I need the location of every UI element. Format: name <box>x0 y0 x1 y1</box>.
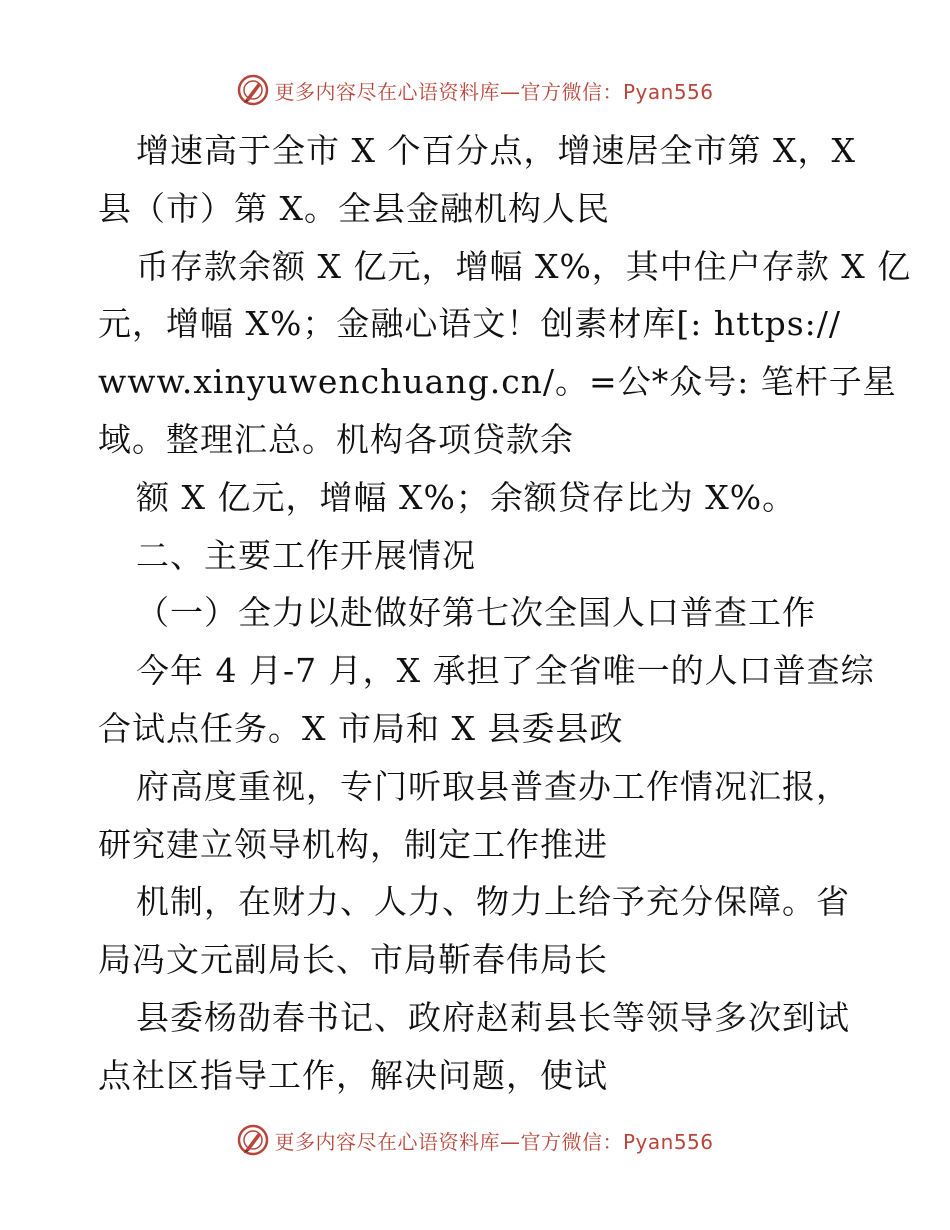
text-line: 县（市）第 X。全县金融机构人民 <box>98 188 610 228</box>
text-line: 局冯文元副局长、市局靳春伟局长 <box>98 940 608 980</box>
text-line: 域。整理汇总。机构各项贷款余 <box>98 419 574 459</box>
text-line: 币存款余额 X 亿元，增幅 X%，其中住户存款 X 亿 <box>136 246 912 286</box>
text-line: 研究建立领导机构，制定工作推进 <box>98 824 608 864</box>
watermark-site-text: 更多内容尽在心语资料库— <box>274 79 521 104</box>
text-line: 二、主要工作开展情况 <box>136 535 476 575</box>
text-line: 县委杨劭春书记、政府赵莉县长等领导多次到试 <box>136 997 850 1037</box>
watermark-site-text: 更多内容尽在心语资料库— <box>274 1129 521 1154</box>
footer-watermark <box>0 1120 950 1160</box>
watermark-text <box>274 1126 713 1155</box>
text-line: 额 X 亿元，增幅 X%；余额贷存比为 X%。 <box>136 477 797 517</box>
watermark-text <box>274 76 713 105</box>
text-line: （一）全力以赴做好第七次全国人口普查工作 <box>136 593 816 633</box>
text-line: 合试点任务。X 市局和 X 县委县政 <box>98 708 624 748</box>
text-line: 点社区指导工作，解决问题，使试 <box>98 1055 608 1095</box>
text-line: 机制，在财力、人力、物力上给予充分保障。省 <box>136 882 850 922</box>
watermark-wechat-label: 官方微信： <box>520 79 623 104</box>
pen-logo-icon <box>236 73 270 107</box>
text-line: 府高度重视，专门听取县普查办工作情况汇报， <box>136 766 850 806</box>
document-body <box>98 122 912 1105</box>
pen-logo-icon <box>236 1123 270 1157</box>
text-line: 元，增幅 X%；金融心语文！创素材库[: https:// <box>98 304 842 344</box>
watermark-wechat-label: 官方微信： <box>520 1129 623 1154</box>
text-line: 今年 4 月-7 月，X 承担了全省唯一的人口普查综 <box>136 651 875 691</box>
watermark-wechat-id: Pyan556 <box>622 79 714 104</box>
text-line: 增速高于全市 X 个百分点，增速居全市第 X，X <box>136 131 856 170</box>
text-line: www.xinyuwenchuang.cn/。=公*众号: 笔杆子星 <box>98 362 897 402</box>
watermark-wechat-id: Pyan556 <box>622 1129 714 1154</box>
header-watermark <box>0 70 950 110</box>
